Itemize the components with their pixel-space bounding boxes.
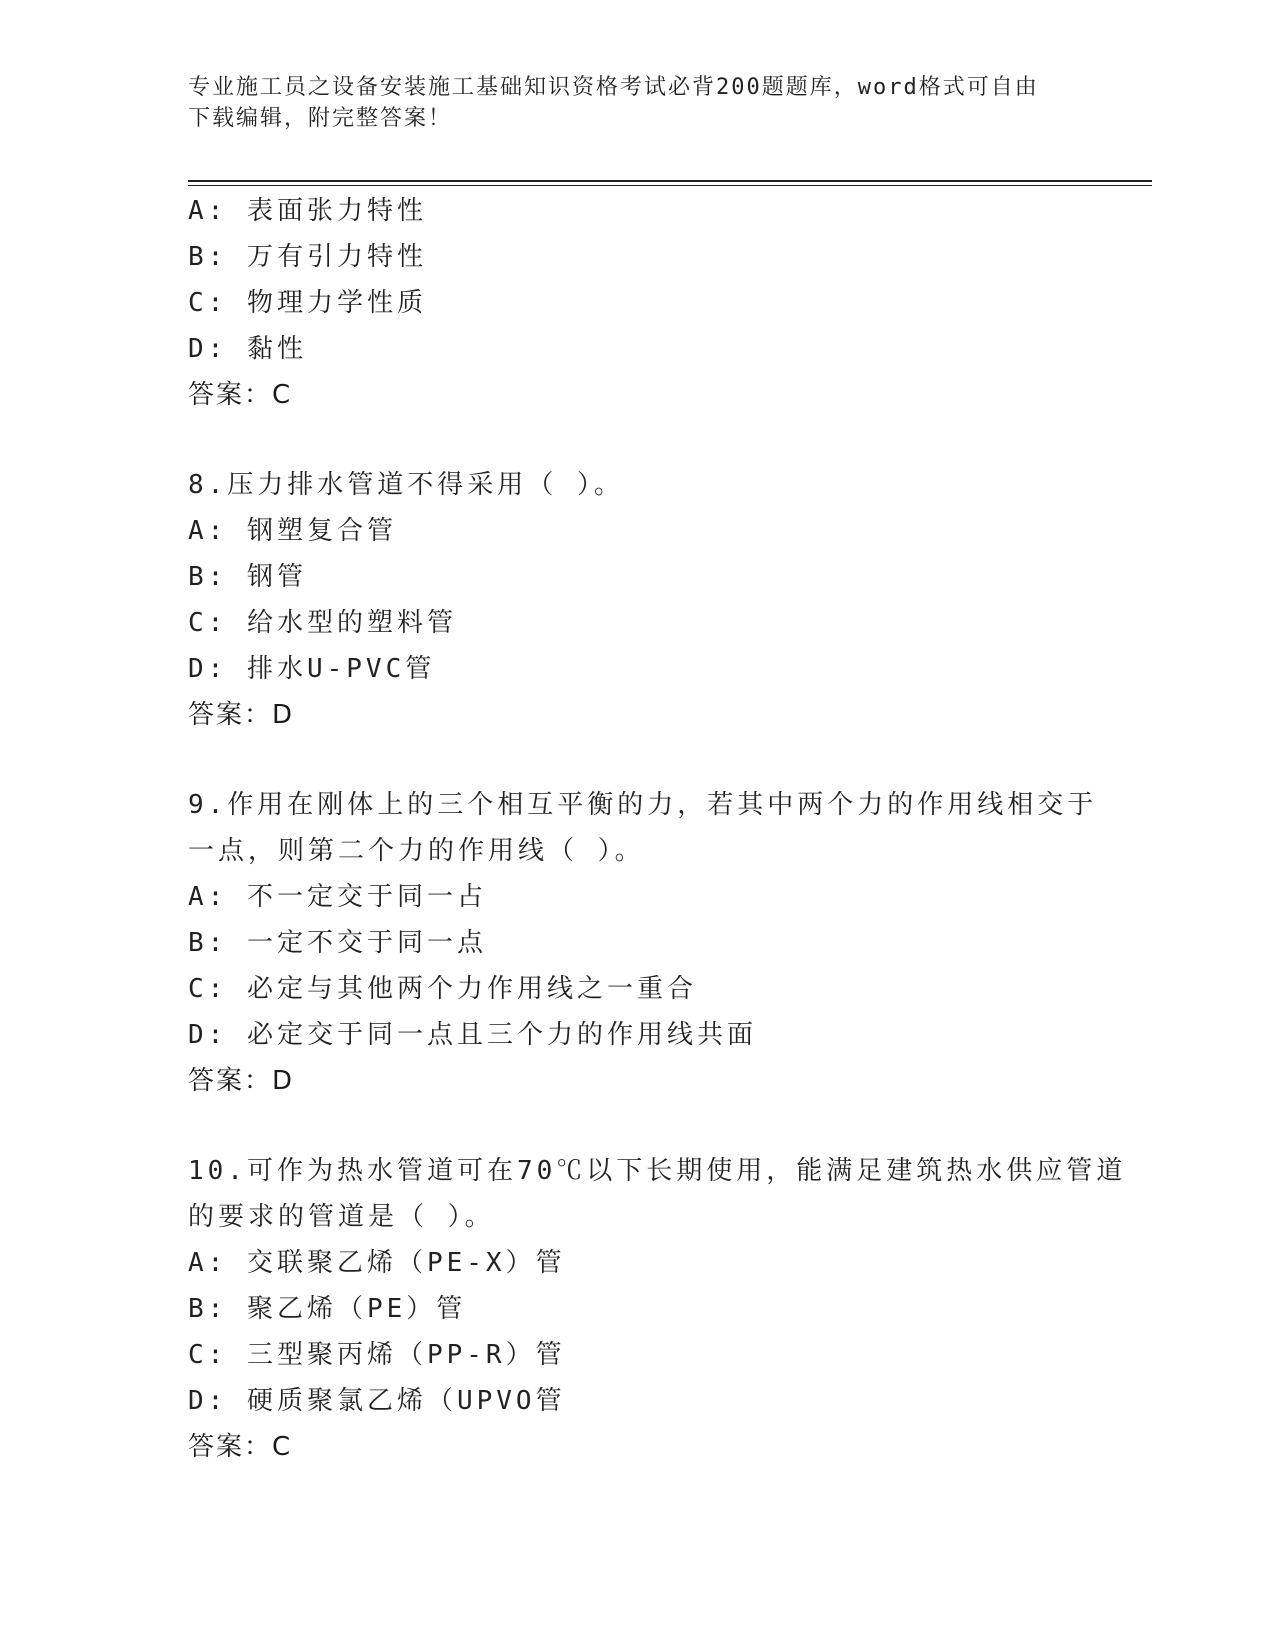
option-b: B: 钢管 (188, 562, 307, 592)
spacer (188, 1104, 1128, 1148)
question-title-line-1: 9.作用在刚体上的三个相互平衡的力，若其中两个力的作用线相交于 (188, 790, 1098, 820)
option-b: B: 一定不交于同一点 (188, 928, 487, 958)
header-divider-thick (188, 180, 1152, 182)
option-c: C: 三型聚丙烯（PP-R）管 (188, 1340, 566, 1370)
header-line-1: 专业施工员之设备安装施工基础知识资格考试必背200题题库，word格式可自由 (188, 75, 1039, 100)
option-d: D: 黏性 (188, 334, 307, 364)
answer-line: 答案：D (188, 1066, 295, 1096)
question-7 (188, 188, 1128, 418)
question-title-line-2: 的要求的管道是（ ）。 (188, 1202, 495, 1232)
option-a: A: 钢塑复合管 (188, 516, 397, 546)
answer-line: 答案：C (188, 380, 293, 410)
option-a: A: 交联聚乙烯（PE-X）管 (188, 1248, 566, 1278)
option-c: C: 必定与其他两个力作用线之一重合 (188, 974, 697, 1004)
spacer (188, 738, 1128, 782)
document-header (188, 72, 1088, 134)
question-title-line-2: 一点，则第二个力的作用线（ ）。 (188, 836, 645, 866)
header-line-2: 下载编辑，附完整答案！ (188, 106, 453, 131)
answer-line: 答案：C (188, 1432, 293, 1462)
option-d: D: 排水U-PVC管 (188, 654, 436, 684)
option-a: A: 不一定交于同一占 (188, 882, 487, 912)
question-8 (188, 462, 1128, 738)
option-c: C: 物理力学性质 (188, 288, 427, 318)
option-a: A: 表面张力特性 (188, 196, 427, 226)
spacer (188, 418, 1128, 462)
question-title-line-1: 10.可作为热水管道可在70℃以下长期使用，能满足建筑热水供应管道 (188, 1156, 1127, 1186)
question-list (188, 188, 1128, 1470)
question-10 (188, 1148, 1128, 1470)
question-title: 8.压力排水管道不得采用（ ）。 (188, 470, 624, 500)
answer-line: 答案：D (188, 700, 295, 730)
question-9 (188, 782, 1128, 1104)
option-c: C: 给水型的塑料管 (188, 608, 457, 638)
option-d: D: 必定交于同一点且三个力的作用线共面 (188, 1020, 757, 1050)
option-d: D: 硬质聚氯乙烯（UPVO管 (188, 1386, 566, 1416)
option-b: B: 万有引力特性 (188, 242, 427, 272)
option-b: B: 聚乙烯（PE）管 (188, 1294, 467, 1324)
header-divider-thin (188, 185, 1152, 186)
